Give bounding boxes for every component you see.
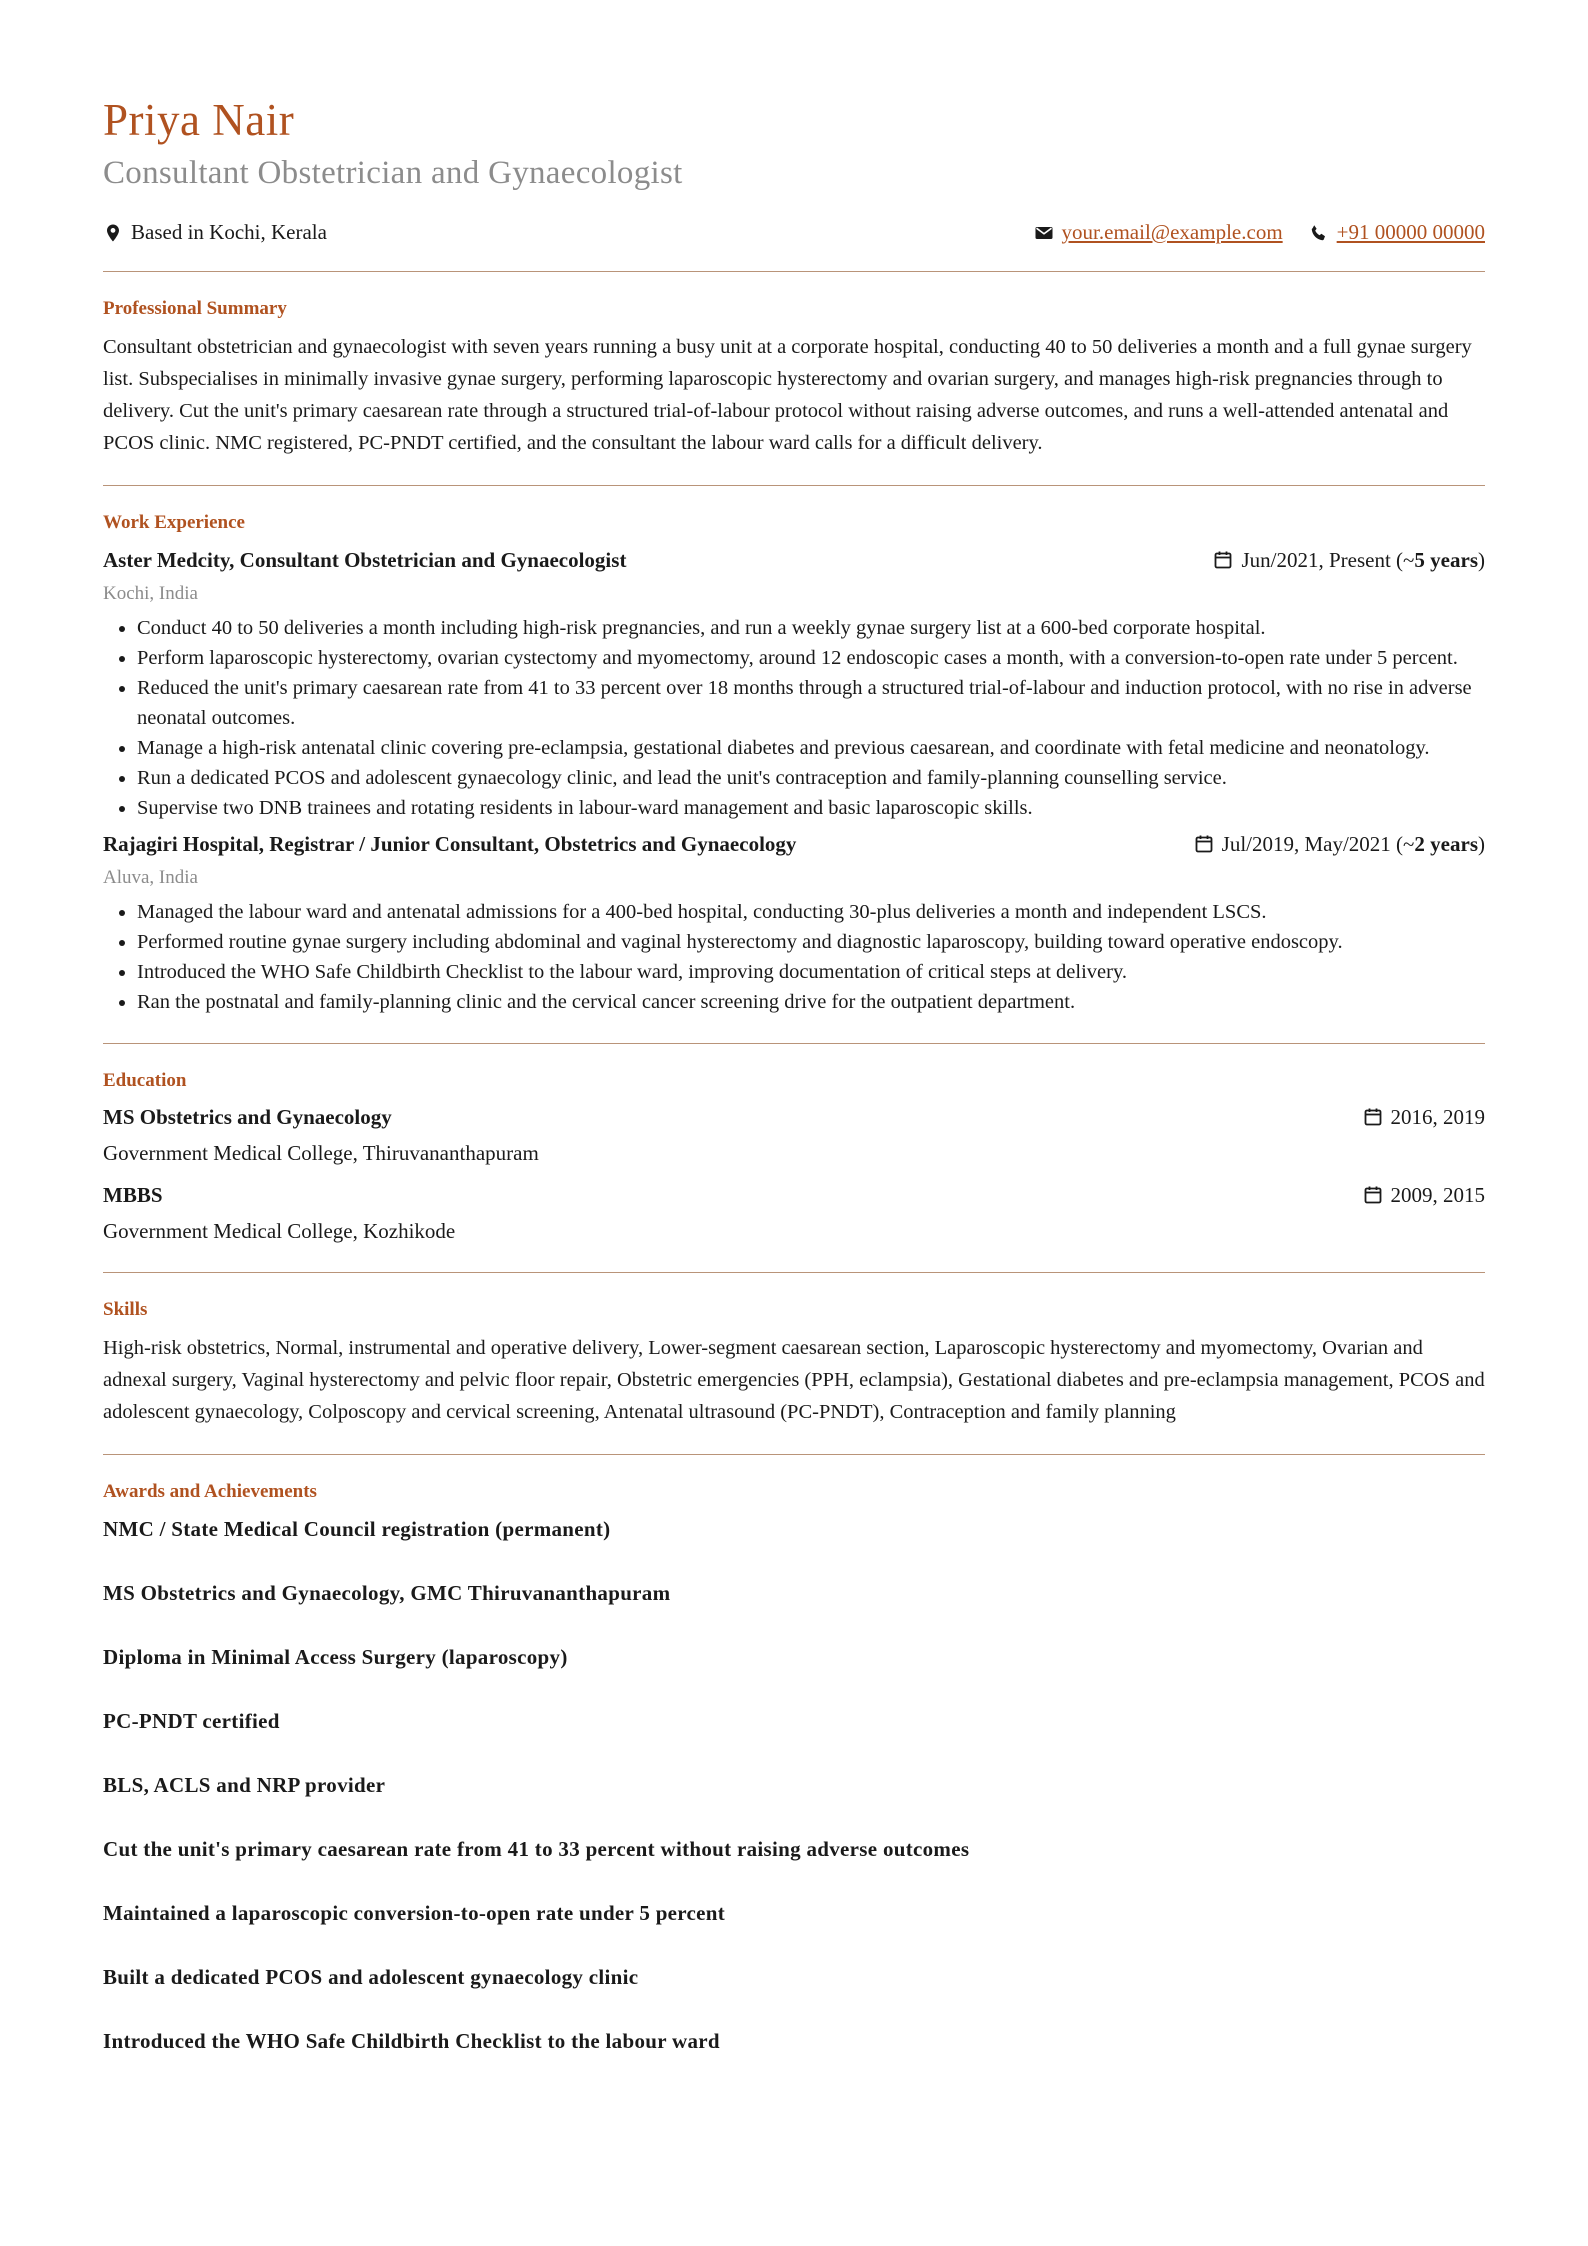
- education-header: [103, 1180, 1485, 1210]
- section-heading-summary: Professional Summary: [103, 298, 287, 319]
- experience-section: [103, 486, 1485, 1043]
- job-header: [103, 545, 1485, 575]
- candidate-title: Consultant Obstetrician and Gynaecologist: [103, 155, 683, 191]
- list-item: • Conduct 40 to 50 deliveries a month including high-risk pregnancies, and run a weekly gynae surgery list at a 600-bed corporate hospital.: [137, 613, 1485, 643]
- education-date-range: 2016, 2019: [1390, 1105, 1485, 1130]
- award-item: Introduced the WHO Safe Childbirth Checklist to the labour ward: [103, 2028, 720, 2053]
- education-institution: Government Medical College, Thiruvananthapuram: [103, 1141, 539, 1166]
- section-heading-experience: Work Experience: [103, 511, 245, 533]
- list-item: • Managed the labour ward and antenatal admissions for a 400-bed hospital, conducting 30-plus deliveries a month and independent LSCS.: [137, 897, 1485, 927]
- location-item: [103, 220, 327, 245]
- list-item: • Reduced the unit's primary caesarean rate from 41 to 33 percent over 18 months through a structured trial-of-labour and induction protocol, with no rise in adverse neonatal outcomes.: [137, 673, 1485, 733]
- education-degree: MBBS: [103, 1183, 163, 1208]
- list-item: • Supervise two DNB trainees and rotating residents in labour-ward management and basic laparoscopic skills.: [137, 793, 1485, 823]
- email-item: [1034, 220, 1283, 245]
- award-item: Maintained a laparoscopic conversion-to-open rate under 5 percent: [103, 1900, 726, 1925]
- skills-text: High-risk obstetrics, Normal, instrumental and operative delivery, Lower-segment caesarean section, Laparoscopic hysterectomy and myomectomy, Ovarian and adnexal surgery, Vaginal hysterectomy and pelvic floor repair, Obstetric emergencies (PPH, eclampsia), Gestational diabetes and pre-eclampsia management, PCOS and adolescent gynaecology, Colposcopy and cervical screening, Antenatal ultrasound (PC-PNDT), Contraception and family planning: [103, 1337, 1485, 1424]
- phone-icon: [1309, 223, 1329, 243]
- award-item: BLS, ACLS and NRP provider: [103, 1772, 386, 1797]
- phone-link[interactable]: +91 00000 00000: [1336, 220, 1485, 244]
- award-item: Built a dedicated PCOS and adolescent gynaecology clinic: [103, 1964, 639, 1989]
- education-entry: [103, 1102, 1485, 1168]
- map-pin-icon: [103, 223, 123, 243]
- summary-text: Consultant obstetrician and gynaecologist with seven years running a busy unit at a corporate hospital, conducting 40 to 50 deliveries a month and a full gynae surgery list. Subspecialises in minimally invasive gynae surgery, performing laparoscopic hysterectomy and ovarian surgery, and manages high-risk pregnancies through to delivery. Cut the unit's primary caesarean rate through a structured trial-of-labour protocol without raising adverse outcomes, and runs a well-attended antenatal and PCOS clinic. NMC registered, PC-PNDT certified, and the consultant the labour ward calls for a difficult delivery.: [103, 335, 1472, 454]
- section-heading-awards: Awards and Achievements: [103, 1481, 317, 1503]
- award-item: PC-PNDT certified: [103, 1708, 280, 1733]
- calendar-icon: [1213, 550, 1233, 570]
- list-item: • Manage a high-risk antenatal clinic covering pre-eclampsia, gestational diabetes and previous caesarean, and coordinate with fetal medicine and neonatology.: [137, 733, 1485, 763]
- awards-section: [103, 1455, 1485, 2116]
- education-section: [103, 1044, 1485, 1273]
- job-entry: [103, 545, 1485, 823]
- job-duration: 2 years: [1414, 831, 1478, 856]
- calendar-icon: [1363, 1107, 1383, 1127]
- job-location: Kochi, India: [103, 582, 198, 604]
- job-date-close: ): [1478, 547, 1485, 572]
- location-text: Based in Kochi, Kerala: [131, 220, 327, 244]
- list-item: • Run a dedicated PCOS and adolescent gynaecology clinic, and lead the unit's contraception and family-planning counselling service.: [137, 763, 1485, 793]
- job-bullets: [103, 613, 1485, 823]
- summary-section: [103, 272, 1485, 485]
- candidate-name: Priya Nair: [103, 95, 295, 145]
- job-duration: 5 years: [1414, 547, 1478, 572]
- job-title-line: Aster Medcity, Consultant Obstetrician and Gynaecologist: [103, 547, 627, 572]
- award-item: Diploma in Minimal Access Surgery (laparoscopy): [103, 1644, 568, 1669]
- job-employer: Aster Medcity: [103, 547, 230, 572]
- education-dates: [1363, 1180, 1486, 1210]
- job-location: Aluva, India: [103, 866, 198, 888]
- job-bullets: [103, 897, 1485, 1017]
- phone-item: [1309, 220, 1485, 245]
- section-heading-education: Education: [103, 1069, 187, 1091]
- job-employer: Rajagiri Hospital: [103, 831, 259, 856]
- education-institution: Government Medical College, Kozhikode: [103, 1219, 456, 1244]
- calendar-icon: [1363, 1185, 1383, 1205]
- list-item: • Performed routine gynae surgery including abdominal and vaginal hysterectomy and diagnostic laparoscopy, building toward operative endoscopy.: [137, 927, 1485, 957]
- list-item: • Perform laparoscopic hysterectomy, ovarian cystectomy and myomectomy, around 12 endoscopic cases a month, with a conversion-to-open rate under 5 percent.: [137, 643, 1485, 673]
- job-role: Consultant Obstetrician and Gynaecologist: [239, 547, 627, 572]
- calendar-icon: [1194, 834, 1214, 854]
- education-header: [103, 1102, 1485, 1132]
- education-date-range: 2009, 2015: [1390, 1183, 1485, 1208]
- job-role: Registrar / Junior Consultant, Obstetrics and Gynaecology: [269, 831, 797, 856]
- list-item: • Introduced the WHO Safe Childbirth Checklist to the labour ward, improving documentation of critical steps at delivery.: [137, 957, 1485, 987]
- award-item: MS Obstetrics and Gynaecology, GMC Thiruvananthapuram: [103, 1580, 671, 1605]
- contact-links: [1008, 220, 1485, 245]
- job-date-range: Jul/2019, May/2021 (~: [1221, 831, 1415, 856]
- job-date-range: Jun/2021, Present (~: [1241, 547, 1415, 572]
- section-heading-skills: Skills: [103, 1299, 148, 1321]
- job-date-close: ): [1478, 831, 1485, 856]
- award-item: Cut the unit's primary caesarean rate from 41 to 33 percent without raising adverse outcomes: [103, 1836, 970, 1861]
- job-entry: [103, 829, 1485, 1017]
- skills-section: [103, 1273, 1485, 1454]
- award-item: NMC / State Medical Council registration (permanent): [103, 1516, 611, 1541]
- job-title-line: Rajagiri Hospital, Registrar / Junior Consultant, Obstetrics and Gynaecology: [103, 831, 797, 856]
- envelope-icon: [1034, 223, 1054, 243]
- job-dates: [1194, 829, 1485, 859]
- job-dates: [1213, 545, 1485, 575]
- list-item: • Ran the postnatal and family-planning clinic and the cervical cancer screening drive for the outpatient department.: [137, 987, 1485, 1017]
- education-entry: [103, 1180, 1485, 1246]
- contact-row: [103, 220, 1485, 245]
- education-dates: [1363, 1102, 1486, 1132]
- education-degree: MS Obstetrics and Gynaecology: [103, 1105, 392, 1130]
- email-link[interactable]: your.email@example.com: [1061, 220, 1283, 244]
- awards-list: [103, 1514, 1485, 2056]
- job-header: [103, 829, 1485, 859]
